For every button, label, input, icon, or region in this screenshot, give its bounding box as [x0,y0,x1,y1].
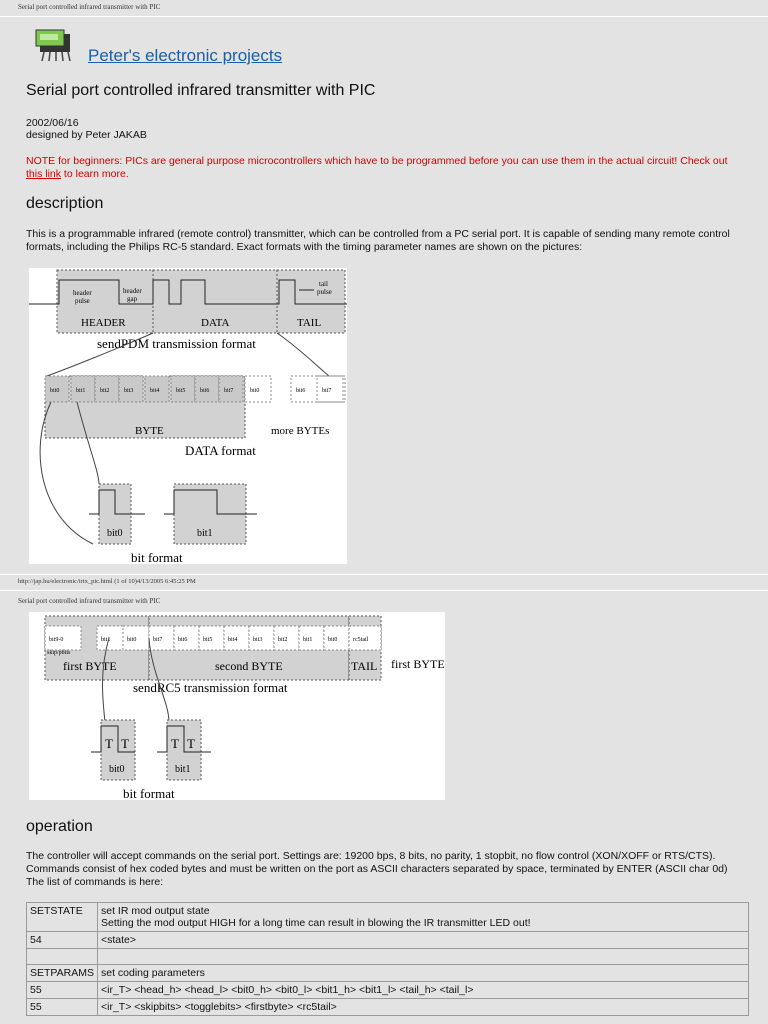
t-label: T [187,736,195,751]
divider [0,16,768,17]
description-heading: description [26,195,104,212]
header-pulse-label-2: pulse [75,297,90,305]
command-desc-line: set IR mod output state [100,905,210,917]
header-label: HEADER [81,317,126,329]
bit-cell-label: bit1 [76,388,86,394]
print-footer: http://jap.hu/electronic/irtx_pic.html (1 of 10)4/13/2005 6:45:25 PM [18,578,196,585]
bit-cell-label: bit7 [224,388,234,394]
rc5-format-diagram [29,612,445,800]
command-description [97,982,748,999]
command-description [97,932,748,949]
date: 2002/06/16 [26,117,79,129]
table-row [27,965,749,982]
learn-more-link[interactable]: this link [26,168,62,180]
command-desc-line: <state> [100,934,137,946]
command-desc-line: Setting the mod output HIGH for a long time can result in blowing the IR transmitter LED out! [100,917,531,929]
print-header: Serial port controlled infrared transmitter with PIC [18,597,161,605]
table-row [27,949,749,965]
pdm-format-diagram [29,268,347,564]
rc5-bit-cell-label: bit6 [178,637,188,643]
bit1-label: bit1 [197,528,213,539]
command-code: 55 [27,999,98,1016]
table-row [27,932,749,949]
bit-format-caption: bit format [131,550,183,564]
page-title: Serial port controlled infrared transmitter with PIC [26,82,376,99]
chip-logo-icon [34,28,76,64]
rc5-bit-cell-label: bit2 [278,637,288,643]
rc5-bit-cell-label: bit9-0 [49,637,64,643]
operation-text: The controller will accept commands on the serial port. Settings are: 19200 bps, 8 bits, no parity, 1 stopbit, no flow control (XON/XOFF or RTS/CTS). Commands consist of hex coded bytes and must be written on the port as ASCII characters separated by space, terminated by ENTER (ASCII char 0d) The list of commands is here: [26,850,728,888]
second-byte-label: second BYTE [215,659,283,673]
rc5-caption: sendRC5 transmission format [133,680,288,695]
rc5-bit-cell-label: bit3 [253,637,263,643]
beginner-note [26,155,746,181]
rc5-bit-cell-label: bit1 [303,637,313,643]
data-format-caption: DATA format [185,443,256,458]
bit-cell-label: bit2 [100,388,110,394]
command-code: 54 [27,932,98,949]
command-table [26,902,749,1016]
home-link[interactable]: Peter's electronic projects [88,46,283,65]
table-row [27,903,749,932]
rc5-bit-cell-label: bit0 [127,637,137,643]
bit-cell-label: bit6 [200,388,210,394]
more-bytes-label: more BYTEs [271,425,330,437]
header-gap-label: header [123,287,142,295]
note-text-before: NOTE for beginners: PICs are general purpose microcontrollers which have to be programmed before you can use them in the actual circuit! Check out [26,155,728,167]
first-byte-label: first BYTE [63,659,117,673]
header-gap-label-2: gap [127,295,138,303]
divider [0,590,768,591]
print-header: Serial port controlled infrared transmitter with PIC [18,3,161,11]
table-row [27,982,749,999]
t-label: T [171,736,179,751]
t-label: T [105,736,113,751]
note-text-after: to learn more. [61,168,129,180]
tail-label: TAIL [351,659,378,673]
divider [0,574,768,575]
command-code: SETSTATE [27,903,98,932]
data-label: DATA [201,317,230,329]
rc5-bit0-label: bit0 [109,764,125,775]
tail-pulse-label-2: pulse [317,288,332,296]
command-desc-line: <ir_T> <head_h> <head_l> <bit0_h> <bit0_l> <bit1_h> <bit1_l> <tail_h> <tail_l> [100,984,474,996]
bit-cell-label: bit7 [322,388,332,394]
rc5-bit-format-caption: bit format [123,786,175,800]
rc5-bit-cell-label: bit5 [203,637,213,643]
header-pulse-label: header [73,289,92,297]
bit-cell-label: bit5 [176,388,186,394]
tail-label: TAIL [297,317,322,329]
command-description [97,903,748,932]
bit-cell-label: bit0 [50,388,60,394]
table-row [27,999,749,1016]
operation-heading: operation [26,818,93,835]
bit-cell-label: bit6 [296,388,306,394]
bit0-label: bit0 [107,528,123,539]
command-desc-line: set coding parameters [100,967,205,979]
first-byte-right-label: first BYTE [391,657,445,671]
skip-label: skip/pbits [47,650,71,656]
bit-cell-label: bit3 [124,388,134,394]
command-description [97,999,748,1016]
rc5-bit-cell-label: bit1 [101,637,111,643]
byte-label: BYTE [135,425,164,437]
command-code: 55 [27,982,98,999]
bit-cell-label: bit4 [150,388,160,394]
rc5-bit1-label: bit1 [175,764,191,775]
command-desc-line: <ir_T> <skipbits> <togglebits> <firstbyte> <rc5tail> [100,1001,337,1013]
rc5-bit-cell-label: bit7 [153,637,163,643]
command-code: SETPARAMS [27,965,98,982]
pdm-caption: sendPDM transmission format [97,336,256,351]
description-text: This is a programmable infrared (remote control) transmitter, which can be controlled from a PC serial port. It is capable of sending many remote control formats, including the Philips RC-5 standard. Exact formats with the timing parameter names are shown on the pictures: [26,228,730,253]
rc5-bit-cell-label: bit0 [328,637,338,643]
command-description [97,965,748,982]
tail-pulse-label: tail [319,280,328,288]
command-description [97,949,748,965]
rc5-bit-cell-label: bit4 [228,637,238,643]
command-code [27,949,98,965]
rc5-bit-cell-label: rc5tail [353,637,369,643]
bit-cell-label: bit0 [250,388,260,394]
author: designed by Peter JAKAB [26,129,147,141]
t-label: T [121,736,129,751]
